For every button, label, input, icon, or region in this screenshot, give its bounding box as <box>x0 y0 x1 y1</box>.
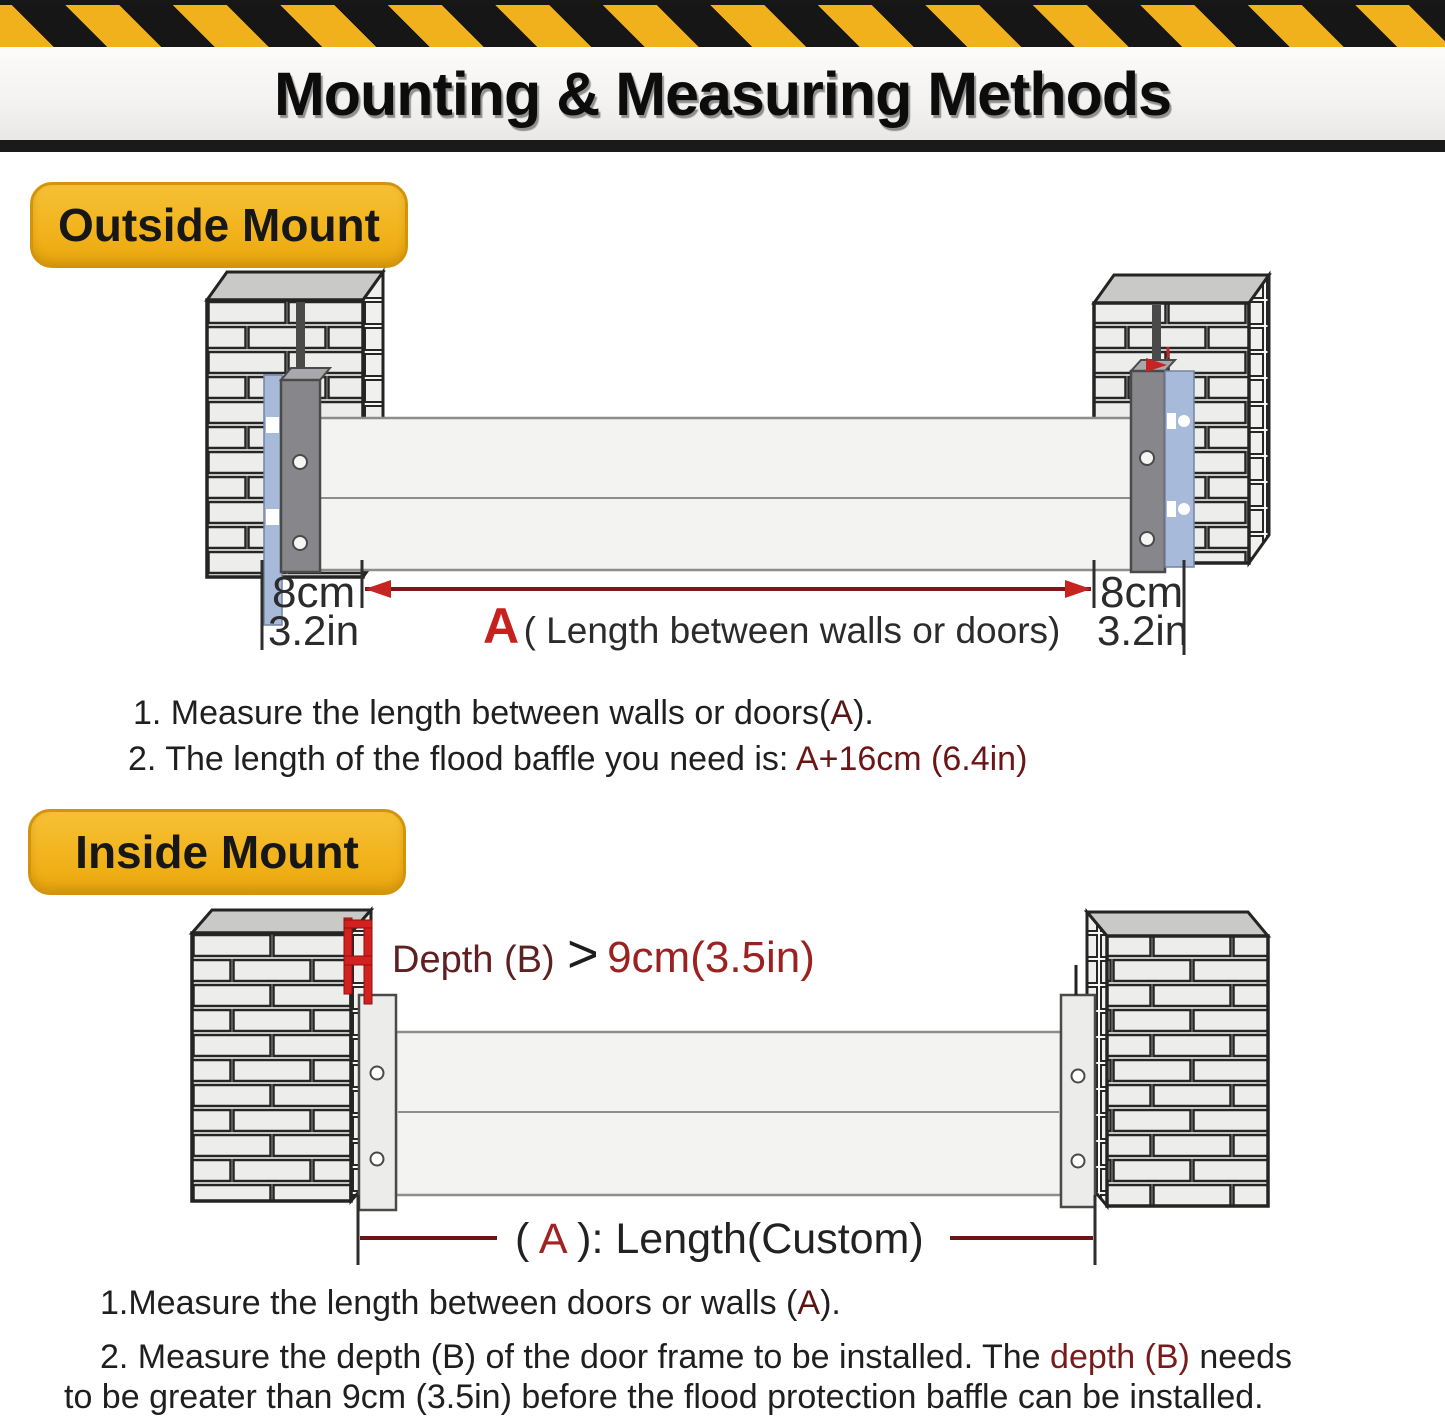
screw-hole <box>293 536 307 550</box>
arrow-head-left-icon <box>365 580 391 598</box>
screw-hole <box>1140 451 1154 465</box>
page-title: Mounting & Measuring Methods <box>273 59 1172 128</box>
inside-mount-badge-label: Inside Mount <box>75 826 359 878</box>
screw-hole <box>1140 532 1154 546</box>
screw-hole <box>293 455 307 469</box>
depth-label: Depth (B) > 9cm(3.5in) <box>392 924 815 984</box>
inside-instruction-1: 1.Measure the length between doors or walls (A). <box>100 1284 841 1322</box>
inside-instruction-2-line2: to be greater than 9cm (3.5in) before the flood protection baffle can be installed. <box>64 1378 1264 1416</box>
flood-barrier-panel-inside <box>396 1032 1061 1195</box>
screw-hole <box>1072 1155 1085 1168</box>
dim-left-in: 3.2in <box>268 607 360 654</box>
dim-left-cm: 8cm <box>272 568 356 617</box>
outside-dimensions <box>262 560 1188 655</box>
screw-hole <box>371 1067 384 1080</box>
inside-right-pillar <box>1087 912 1268 1206</box>
title-band <box>0 47 1445 140</box>
outside-mount-diagram <box>0 255 1445 675</box>
right-seal-strip <box>1165 371 1194 567</box>
screw-hole <box>371 1153 384 1166</box>
length-label: ( A ): Length(Custom) <box>515 1215 924 1263</box>
left-mounting-plate <box>359 995 396 1210</box>
outside-instruction-1: 1. Measure the length between walls or doors(A). <box>133 694 874 732</box>
inside-dimensions <box>358 1195 1095 1265</box>
outside-instruction-2: 2. The length of the flood baffle you need is: A+16cm (6.4in) <box>128 740 1028 778</box>
arrow-head-right-icon <box>1065 580 1091 598</box>
dim-right-in: 3.2in <box>1097 607 1189 654</box>
screw-hole <box>1072 1070 1085 1083</box>
header-divider-bar <box>0 140 1445 152</box>
right-mounting-plate <box>1061 965 1095 1207</box>
hazard-stripe-band <box>0 5 1445 47</box>
inside-mount-badge <box>28 809 406 895</box>
flood-barrier-panel <box>305 418 1145 570</box>
right-channel-bracket <box>1131 347 1194 572</box>
span-label: A ( Length between walls or doors) <box>483 598 1061 654</box>
dim-right-cm: 8cm <box>1100 568 1184 617</box>
inside-instruction-2-line1: 2. Measure the depth (B) of the door frame to be installed. The depth (B) needs <box>100 1338 1292 1376</box>
inside-mount-diagram <box>0 900 1445 1280</box>
outside-mount-badge-label: Outside Mount <box>58 199 380 251</box>
